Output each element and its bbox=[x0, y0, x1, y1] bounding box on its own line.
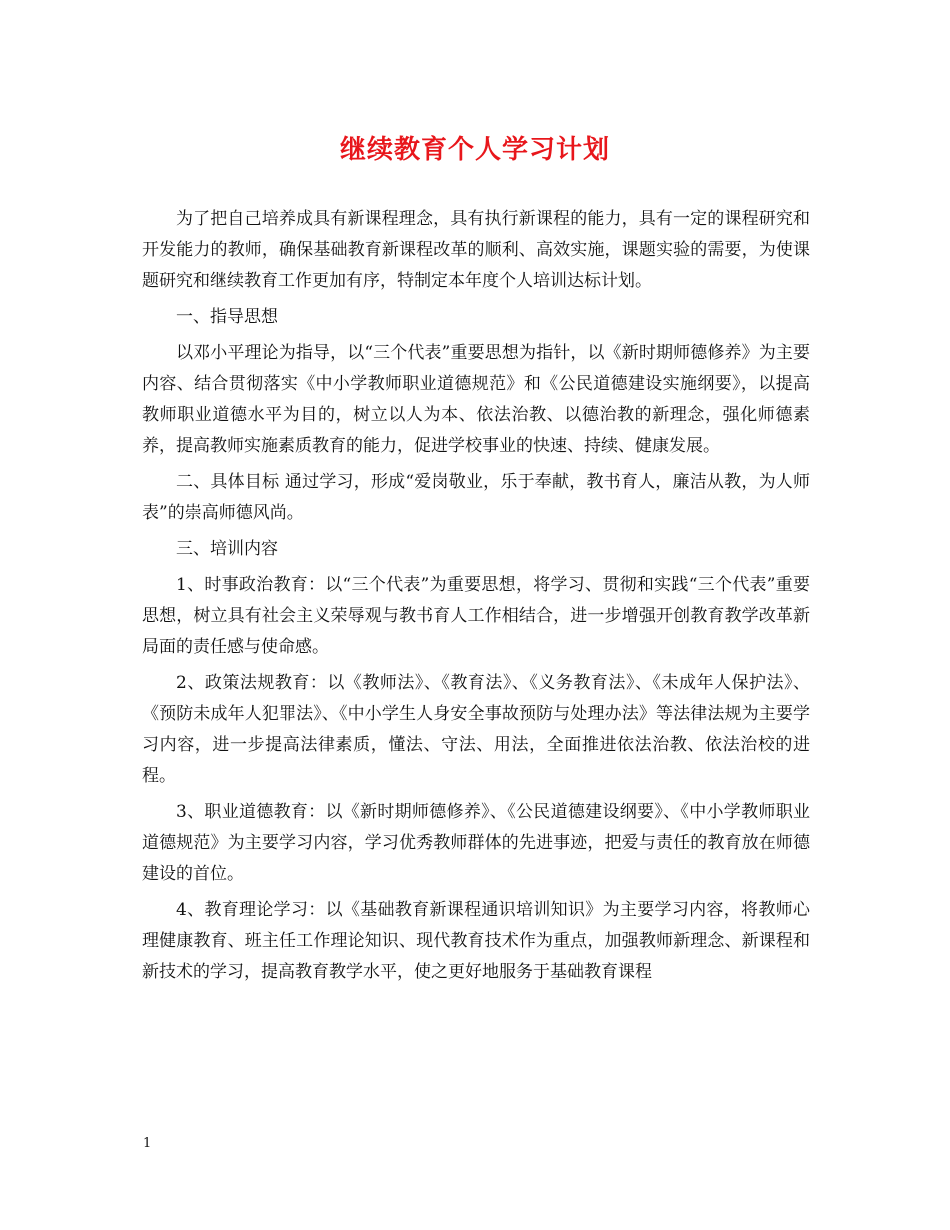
training-item-current-affairs: 1、时事政治教育：以“三个代表”为重要思想，将学习、贯彻和实践“三个代表”重要思想，树立具有社会主义荣辱观与教书育人工作相结合，进一步增强开创教育教学改革新局面的责任感与使命感。 bbox=[142, 575, 810, 657]
training-item-education-theory: 4、教育理论学习：以《基础教育新课程通识培训知识》为主要学习内容，将教师心理健康教育、班主任工作理论知识、现代教育技术作为重点，加强教师新理念、新课程和新技术的学习，提高教育教学水平，使之更好地服务于基础教育课程 bbox=[142, 900, 810, 982]
specific-goals-paragraph: 二、具体目标 通过学习，形成“爱岗敬业，乐于奉献，教书育人，廉洁从教，为人师表”的崇高师德风尚。 bbox=[142, 472, 810, 523]
training-item-laws-regulations: 2、政策法规教育：以《教师法》、《教育法》、《义务教育法》、《未成年人保护法》、《预防未成年人犯罪法》、《中小学生人身安全事故预防与处理办法》等法律法规为主要学习内容，进一步提高法律素质，懂法、守法、用法，全面推进依法治教、依法治校的进程。 bbox=[142, 673, 810, 786]
guiding-thought-paragraph: 以邓小平理论为指导，以“三个代表”重要思想为指针，以《新时期师德修养》为主要内容、结合贯彻落实《中小学教师职业道德规范》和《公民道德建设实施纲要》，以提高教师职业道德水平为目的，树立以人为本、依法治教、以德治教的新理念，强化师德素养，提高教师实施素质教育的能力，促进学校事业的快速、持续、健康发展。 bbox=[142, 343, 810, 456]
page-number: 1 bbox=[143, 1136, 152, 1151]
training-item-professional-ethics: 3、职业道德教育：以《新时期师德修养》、《公民道德建设纲要》、《中小学教师职业道德规范》为主要学习内容，学习优秀教师群体的先进事迹，把爱与责任的教育放在师德建设的首位。 bbox=[142, 802, 810, 884]
section-heading-training-content: 三、培训内容 bbox=[176, 539, 278, 559]
document-title: 继续教育个人学习计划 bbox=[339, 135, 610, 165]
section-heading-guiding-thought: 一、指导思想 bbox=[176, 307, 278, 327]
document-body bbox=[142, 204, 810, 993]
intro-paragraph: 为了把自己培养成具有新课程理念，具有执行新课程的能力，具有一定的课程研究和开发能力的教师，确保基础教育新课程改革的顺利、高效实施，课题实验的需要，为使课题研究和继续教育工作更加有序，特制定本年度个人培训达标计划。 bbox=[142, 209, 810, 291]
